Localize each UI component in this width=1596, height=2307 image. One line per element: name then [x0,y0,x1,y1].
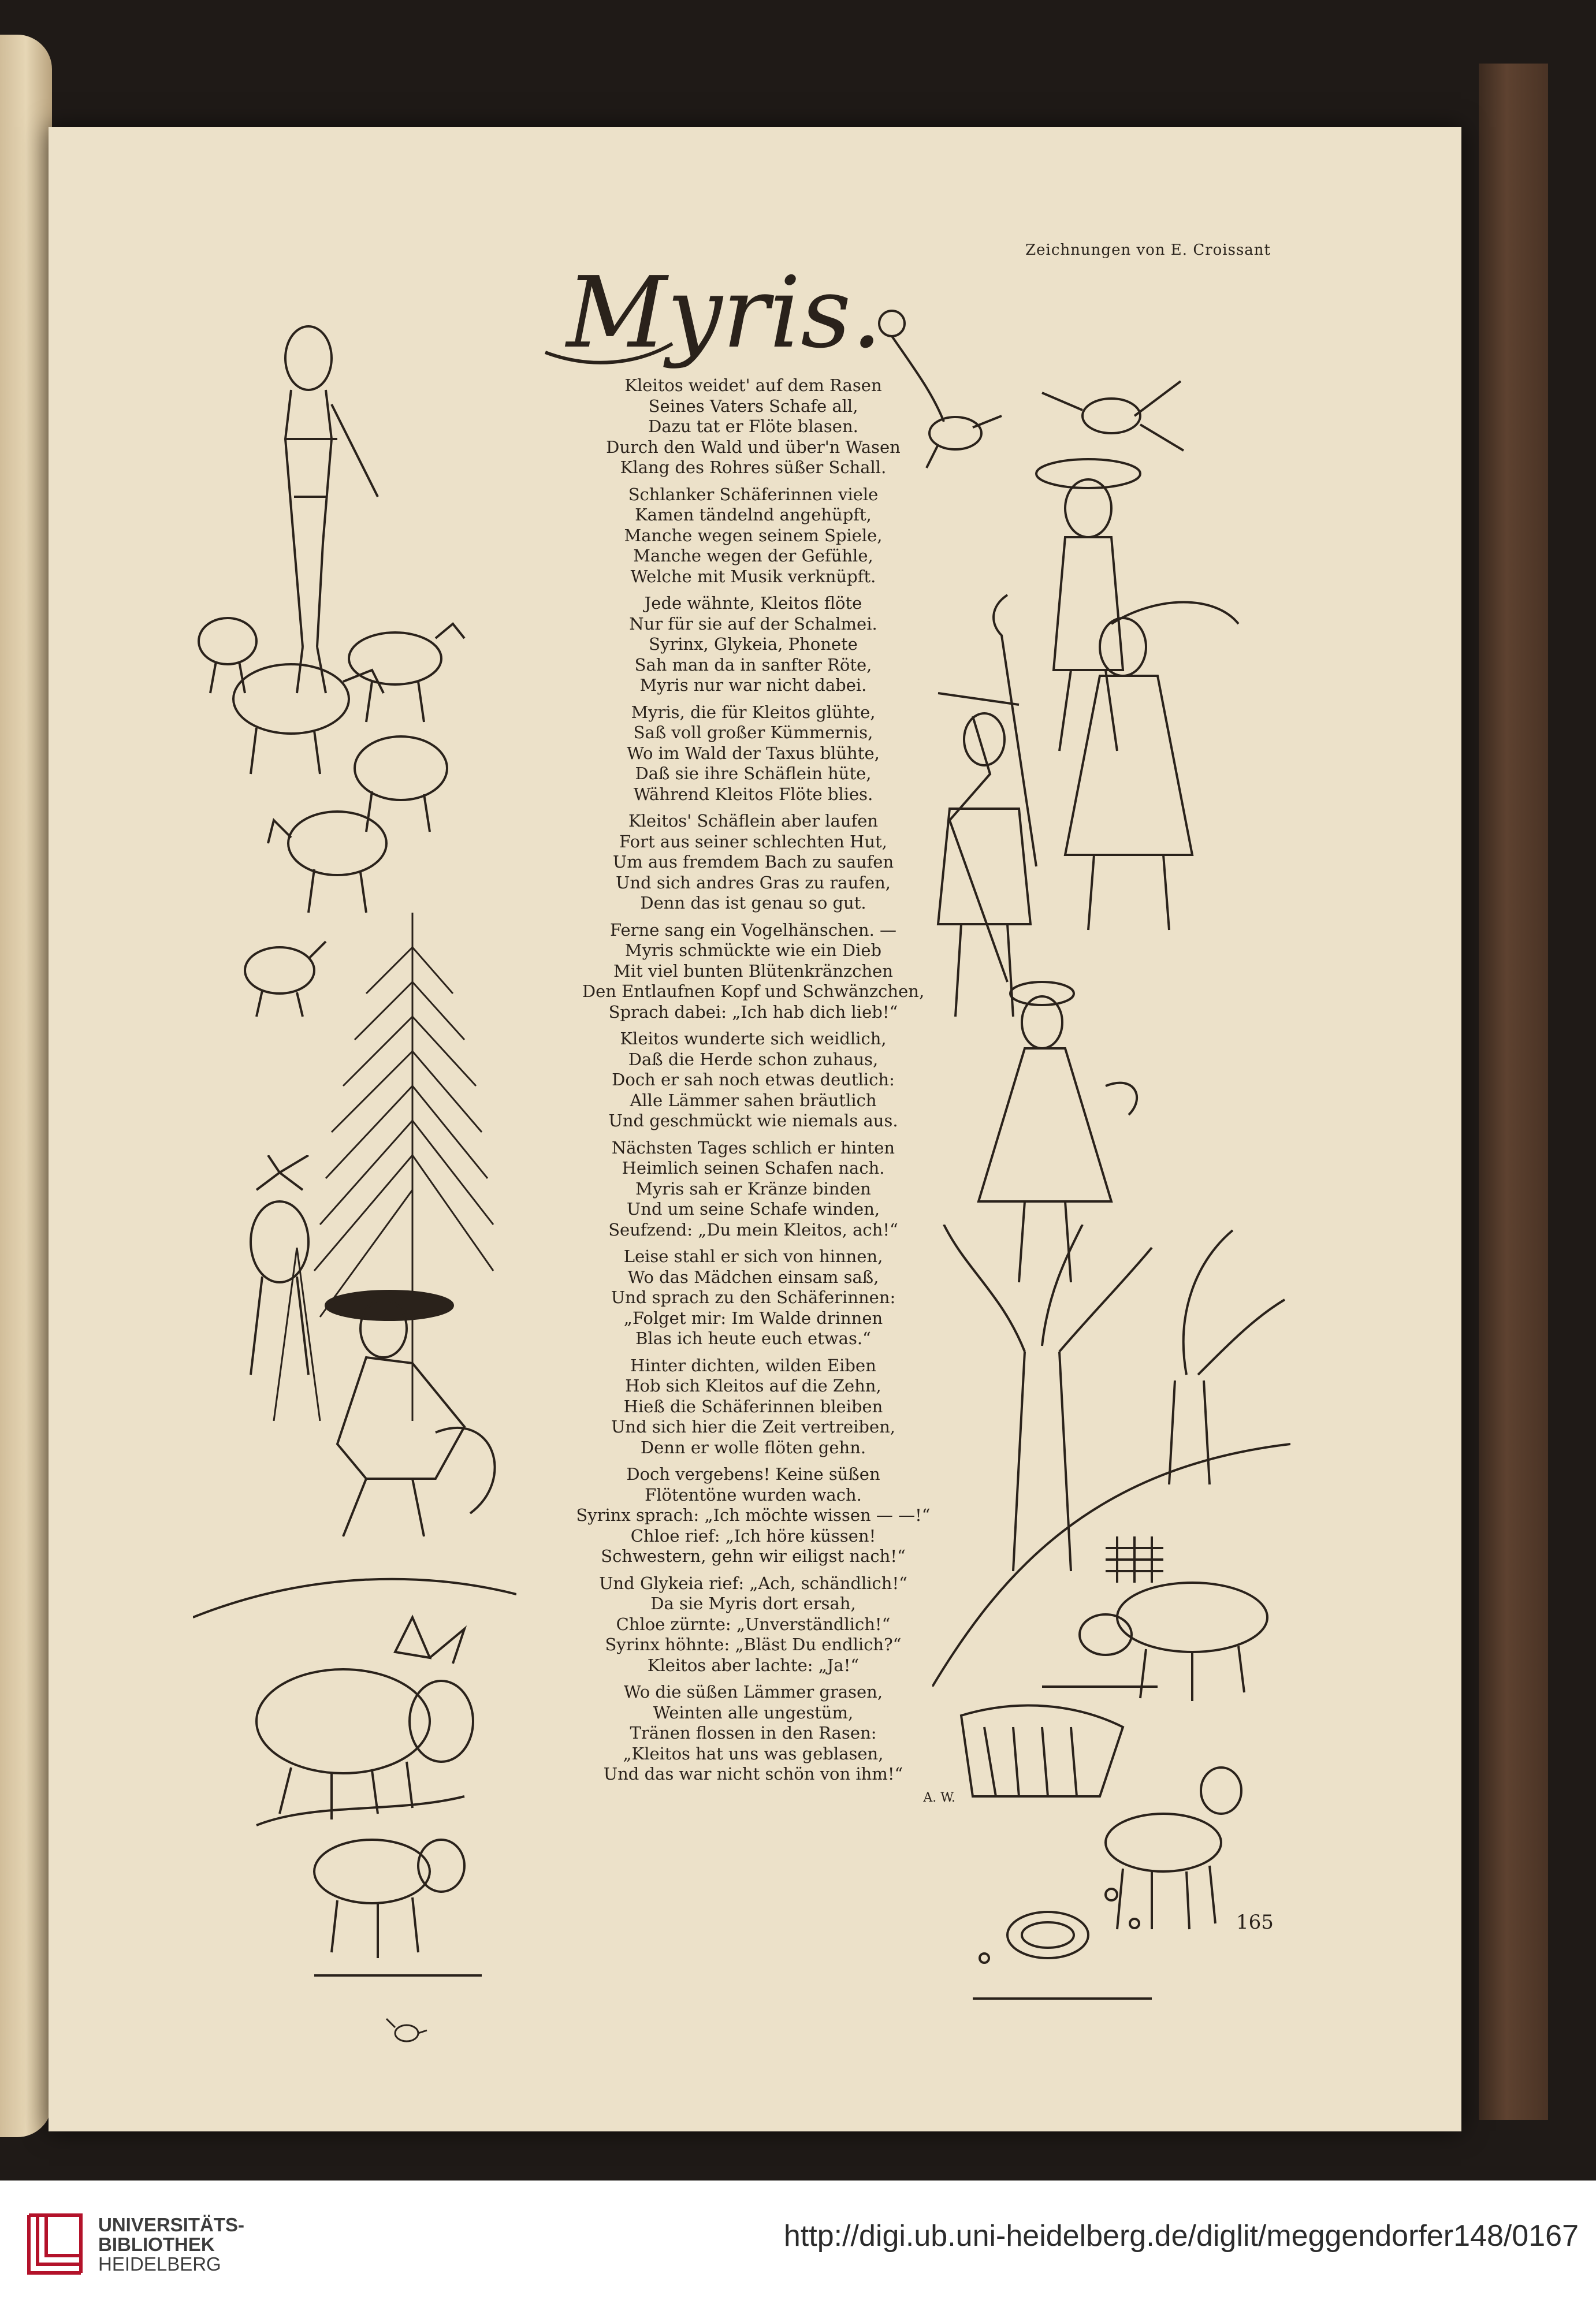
page [49,127,1461,2131]
poem-line: Daß sie ihre Schäflein hüte, [635,764,872,783]
poem-line: Um aus fremdem Bach zu saufen [612,852,894,872]
poem-line: Und sich andres Gras zu raufen, [615,872,891,892]
poem-line: Da sie Myris dort ersah, [650,1594,856,1613]
poem-line: Dazu tat er Flöte blasen. [648,416,858,436]
poem-line: Myris nur war nicht dabei. [639,675,867,695]
poem-line: Kleitos weidet' auf dem Rasen [624,375,882,395]
poem-line: Den Entlaufnen Kopf und Schwänzchen, [582,981,925,1001]
poem-line: Kleitos aber lachte: „Ja!“ [647,1655,860,1675]
poem-line: Mit viel bunten Blütenkränzchen [613,961,893,981]
university-library-logo [23,2209,87,2279]
poem-line: Und Glykeia rief: „Ach, schändlich!“ [599,1573,907,1593]
poem-line: Und sprach zu den Schäferinnen: [611,1288,896,1307]
poem-line: Und sich hier die Zeit vertreiben, [611,1417,896,1437]
poem-line: Während Kleitos Flöte blies. [633,784,873,804]
left-page-edge [0,35,52,2137]
seated-shepherdess-myris-illustration [193,1155,516,1629]
poem-line: Syrinx, Glykeia, Phonete [649,634,858,654]
poem-line: Schwestern, gehn wir eiligst nach!“ [601,1546,906,1566]
poem-line: „Folget mir: Im Walde drinnen [623,1308,883,1328]
poem-line: Hinter dichten, wilden Eiben [630,1355,876,1375]
page-number: 165 [1236,1911,1274,1934]
poem-line: Blas ich heute euch etwas.“ [635,1329,871,1348]
poem-line: Klang des Rohres süßer Schall. [620,457,887,477]
poem-line: Hob sich Kleitos auf die Zehn, [625,1376,881,1396]
illustration-credit: Zeichnungen von E. Croissant [1025,241,1271,259]
poem-line: Wo das Mädchen einsam saß, [627,1267,879,1287]
poem-line: Sah man da in sanfter Röte, [634,654,872,675]
poem-line: Wo die süßen Lämmer grasen, [623,1682,883,1702]
poem-line: Alle Lämmer sahen bräutlich [630,1090,877,1110]
poem-line: Flötentöne wurden wach. [645,1484,862,1505]
poem-line: „Kleitos hat uns was geblasen, [623,1743,884,1763]
poem-line: Hieß die Schäferinnen bleiben [623,1396,883,1416]
poem-line: Myris sah er Kränze binden [635,1178,871,1199]
poem-line: Kleitos wunderte sich weidlich, [620,1029,887,1048]
poem-line: Und das war nicht schön von ihm!“ [603,1764,903,1784]
poem-line: Syrinx höhnte: „Bläst Du endlich?“ [605,1635,902,1654]
poem-line: Ferne sang ein Vogelhänschen. — [609,920,897,940]
poem-line: Jede wähnte, Kleitos flöte [644,593,862,613]
bird-icon [384,2010,430,2056]
institution-name [98,2215,244,2274]
poem-line: Doch vergebens! Keine süßen [626,1464,880,1484]
poem-line: Nächsten Tages schlich er hinten [611,1137,895,1158]
stanza [505,1573,1002,1676]
poem-line: Fort aus seiner schlechten Hut, [619,831,887,851]
flower-wreath-illustration [961,1871,1169,2022]
stanza [505,1464,1002,1567]
poem-line: Manche wegen seinem Spiele, [624,525,883,545]
digital-library-footer [0,2181,1596,2307]
institution-line-1: UNIVERSITÄTS- [98,2214,245,2235]
poem-line: Doch er sah noch etwas deutlich: [612,1070,895,1089]
institution-line-2: BIBLIOTHEK [98,2234,215,2255]
shepherdesses-group-illustration [915,451,1262,1317]
book-cover-edge [1479,64,1548,2120]
poem-line: Schlanker Schäferinnen viele [628,484,879,504]
poem-line: Daß die Herde schon zuhaus, [628,1049,879,1069]
poem-line: Sprach dabei: „Ich hab dich lieb!“ [608,1002,898,1022]
poem-line: Chloe rief: „Ich höre küssen! [630,1525,876,1546]
small-sheep-with-bow-illustration [291,1802,499,2004]
stanza [505,1356,1002,1458]
poem-line: Manche wegen der Gefühle, [633,546,873,565]
poem-line: Kleitos' Schäflein aber laufen [628,811,879,831]
poem-line: Denn das ist genau so gut. [640,893,866,913]
poem-line: Nur für sie auf der Schalmei. [629,613,877,634]
poem-line: Kamen tändelnd angehüpft, [635,505,872,524]
poem-title-lettering [522,219,927,393]
poem-line: Syrinx sprach: „Ich möchte wissen — —!“ [576,1505,931,1525]
poem-line: Welche mit Musik verknüpft. [630,566,876,586]
poem-line: Denn er wolle flöten gehn. [640,1437,866,1457]
poem-line: Saß voll großer Kümmernis, [633,723,873,742]
stanza [505,1682,1002,1785]
poem-line: Tränen flossen in den Rasen: [630,1723,877,1743]
poem-title: Myris. [566,256,883,370]
institution-line-3: HEIDELBERG [98,2253,221,2275]
poem-line: Und geschmückt wie niemals aus. [608,1111,898,1130]
poem-line: Leise stahl er sich von hinnen, [623,1246,883,1266]
poem-line: Myris schmückte wie ein Dieb [624,940,882,960]
poem-line: Chloe zürnte: „Unverständlich!“ [616,1614,891,1634]
poem-line: Durch den Wald und über'n Wasen [606,437,901,457]
poem-line: Und um seine Schafe winden, [626,1199,880,1219]
author-signature: A. W. [923,1790,955,1805]
poem-line: Wo im Wald der Taxus blühte, [627,743,880,763]
page-url-link[interactable]: http://digi.ub.uni-heidelberg.de/diglit/meggendorfer148/0167 [783,2219,1579,2253]
poem-line: Myris, die für Kleitos glühte, [631,702,876,722]
poem-line: Heimlich seinen Schafen nach. [622,1158,885,1178]
poem-line: Seufzend: „Du mein Kleitos, ach!“ [608,1219,898,1240]
poem-line: Seines Vaters Schafe all, [648,396,858,416]
poem-line: Weinten alle ungestüm, [653,1702,854,1722]
